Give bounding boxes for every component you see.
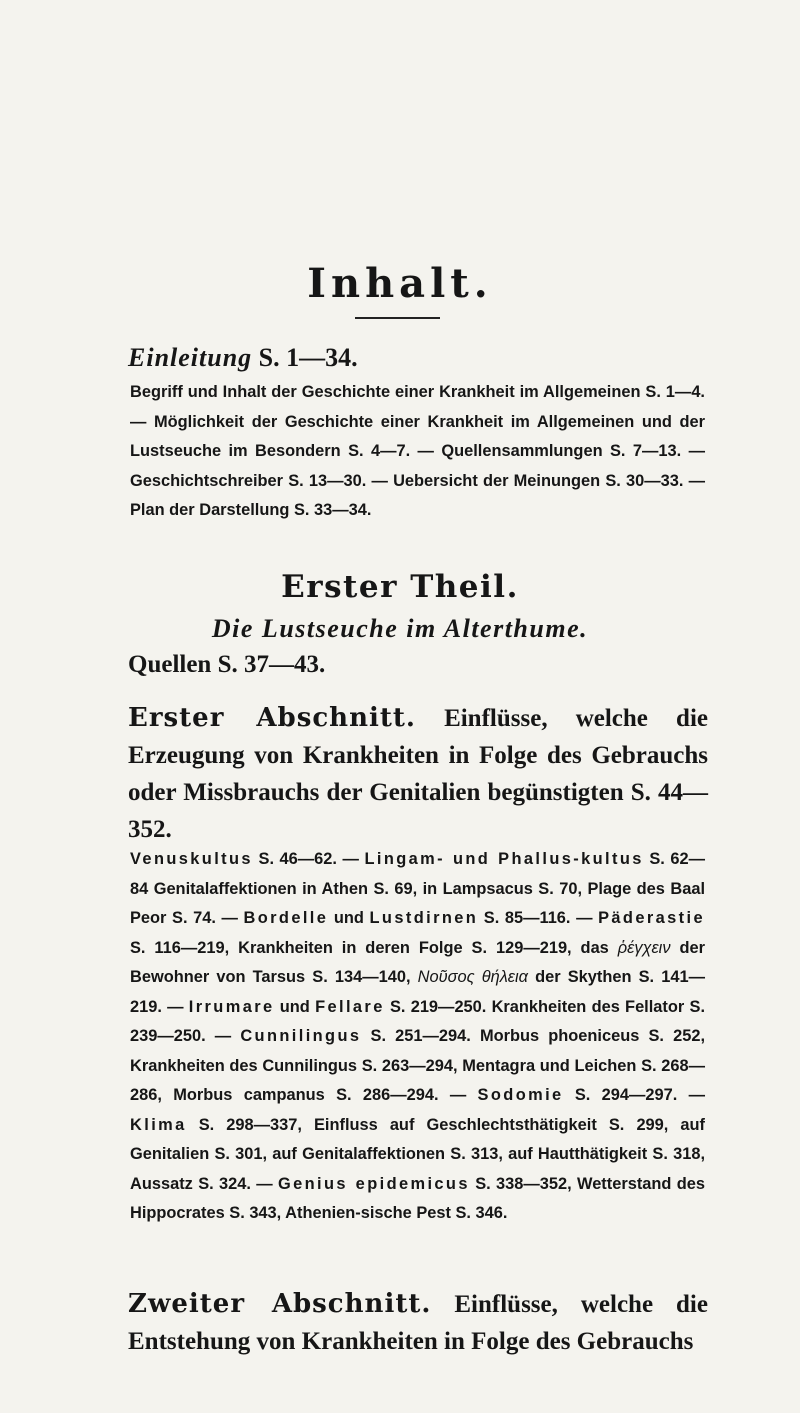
contents-text: S. 219—250. Krankheiten des Fellator S. 239—250. — [130,997,705,1045]
spaced-term: Klima [130,1115,187,1134]
spaced-term: Sodomie [477,1086,564,1104]
contents-text: S. 62—84 Genitalaffektionen in Athen S. 69, in Lampsacus S. 70, Plage des Baal Peor S. 74. — [130,850,706,927]
sources-line: Quellen S. 37—43. [128,651,326,678]
spaced-term: Lingam- und Phallus-kultus [364,850,644,868]
spaced-term: Bordelle [243,909,329,927]
section-1-text: Einflüsse, welche die Erzeugung von Krankheiten in Folge des Gebrauchs oder Missbrauchs der Genitalien begünstigten S. 44—352. [128,705,708,843]
intro-label: Einleitung [128,343,253,372]
contents-text: und [328,909,370,927]
section-2-text: Einflüsse, welche die Entstehung von Krankheiten in Folge des Gebrauchs [128,1291,708,1355]
section-1-label: Erster Abschnitt. [128,703,416,733]
contents-text: S. 116—219, Krankheiten in deren Folge S. 129—219, das [130,938,618,957]
contents-text: der Skythen S. 141—219. — [130,968,705,1016]
contents-text: S. 294—297. — [563,1086,705,1104]
contents-text: S. 251—294. Morbus phoeniceus S. 252, Krankheiten des Cunnilingus S. 263—294, Mentagra und Leichen S. 268—286, Morbus campanus S. 286—294. — [130,1027,705,1104]
spaced-term: Genius epidemicus [277,1174,470,1193]
page-title: Inhalt. [307,260,493,307]
contents-text: der Bewohner von Tarsus S. 134—140, [130,938,705,986]
contents-text: und [274,997,316,1016]
part-title: Erster Theil. [281,569,519,605]
part-subtitle: Die Lustseuche im Alterthume. [211,614,589,643]
section-2-heading [128,1286,708,1360]
spaced-term: Päderastie [598,909,705,927]
title-rule [355,317,440,319]
section-1-contents [130,845,705,1229]
section-2-label: Zweiter Abschnitt. [128,1289,432,1319]
contents-text: S. 85—116. — [478,909,599,927]
spaced-term: Fellare [315,997,385,1016]
greek-term: Νοῦσος θήλεια [417,968,528,986]
spaced-term: Lustdirnen [369,909,479,927]
spaced-term: Cunnilingus [240,1027,362,1045]
spaced-term: Venuskultus [130,850,253,868]
contents-text: S. 46—62. — [252,850,365,868]
intro-pages: S. 1—34. [258,343,358,372]
spaced-term: Irrumare [188,997,275,1016]
greek-term: ῥέγχειν [617,938,671,957]
section-1-heading [128,700,708,848]
contents-text: S. 338—352, Wetterstand des Hippocrates S. 343, Athenien-sische Pest S. 346. [130,1174,706,1222]
intro-heading [128,343,358,373]
intro-body: Begriff und Inhalt der Geschichte einer Krankheit im Allgemeinen S. 1—4. — Möglichkeit der Geschichte einer Krankheit im Allgemeinen und der Lustseuche im Besondern S. 4—7. — Quellensammlungen S. 7—13. — Geschichtschreiber S. 13—30. — Uebersicht der Meinungen S. 30—33. — Plan der Darstellung S. 33—34. [130,383,705,519]
contents-text: S. 298—337, Einfluss auf Geschlechtsthätigkeit S. 299, auf Genitalien S. 301, auf Genitalaffektionen S. 313, auf Hautthätigkeit S. 318, Aussatz S. 324. — [130,1115,705,1193]
